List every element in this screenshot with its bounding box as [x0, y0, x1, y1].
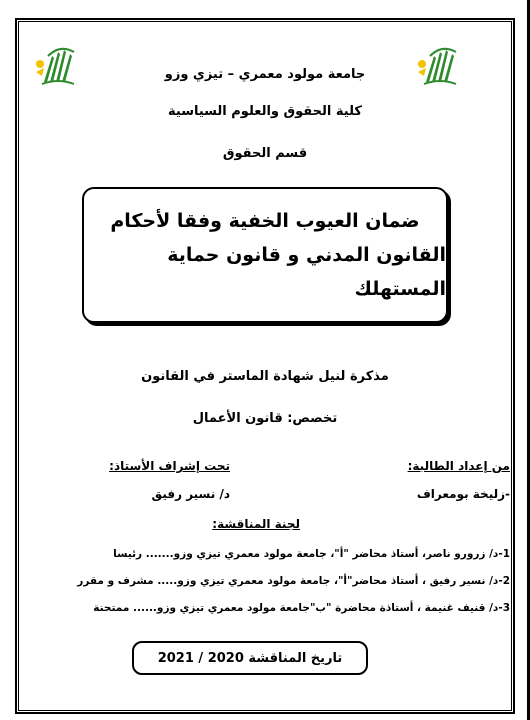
- jury-member: 3-د/ قنيف غنيمة ، أستاذة محاضرة "ب"جامعة مولود معمري تيزي وزو...... ممتحنة: [93, 602, 510, 614]
- department-name: قسم الحقوق: [222, 146, 308, 161]
- supervised-by-label: تحت إشراف الأستاذ:: [109, 459, 230, 473]
- prepared-by-label: من إعداد الطالبة:: [407, 459, 510, 473]
- specialty: تخصص: قانون الأعمال: [192, 411, 338, 426]
- university-name: جامعة مولود معمري – تيزي وزو: [164, 67, 366, 82]
- jury-member: 2-د/ نسير رفيق ، أستاذ محاضر"أ"، جامعة مولود معمري تيزي وزو..... مشرف و مقرر: [77, 575, 510, 587]
- supervisor-name: د/ نسير رفيق: [151, 487, 230, 501]
- thesis-title-box: [82, 187, 448, 323]
- thesis-title-line-1: ضمان العيوب الخفية وفقا لأحكام: [110, 210, 420, 232]
- student-name: -زليخة بومعراف: [416, 487, 510, 501]
- thesis-title-line-2: القانون المدني و قانون حماية المستهلك: [167, 244, 446, 300]
- degree-statement: مذكرة لنيل شهادة الماستر في القانون: [141, 369, 389, 384]
- defense-date-box: [132, 641, 368, 675]
- jury-label: لجنة المناقشة:: [212, 517, 300, 531]
- jury-member: 1-د/ زرورو ناصر، أستاذ محاضر "أ"، جامعة مولود معمري تيزي وزو....... رئيسا: [113, 548, 510, 560]
- defense-date: تاريخ المناقشة 2020 / 2021: [157, 650, 343, 666]
- faculty-name: كلية الحقوق والعلوم السياسية: [168, 104, 362, 119]
